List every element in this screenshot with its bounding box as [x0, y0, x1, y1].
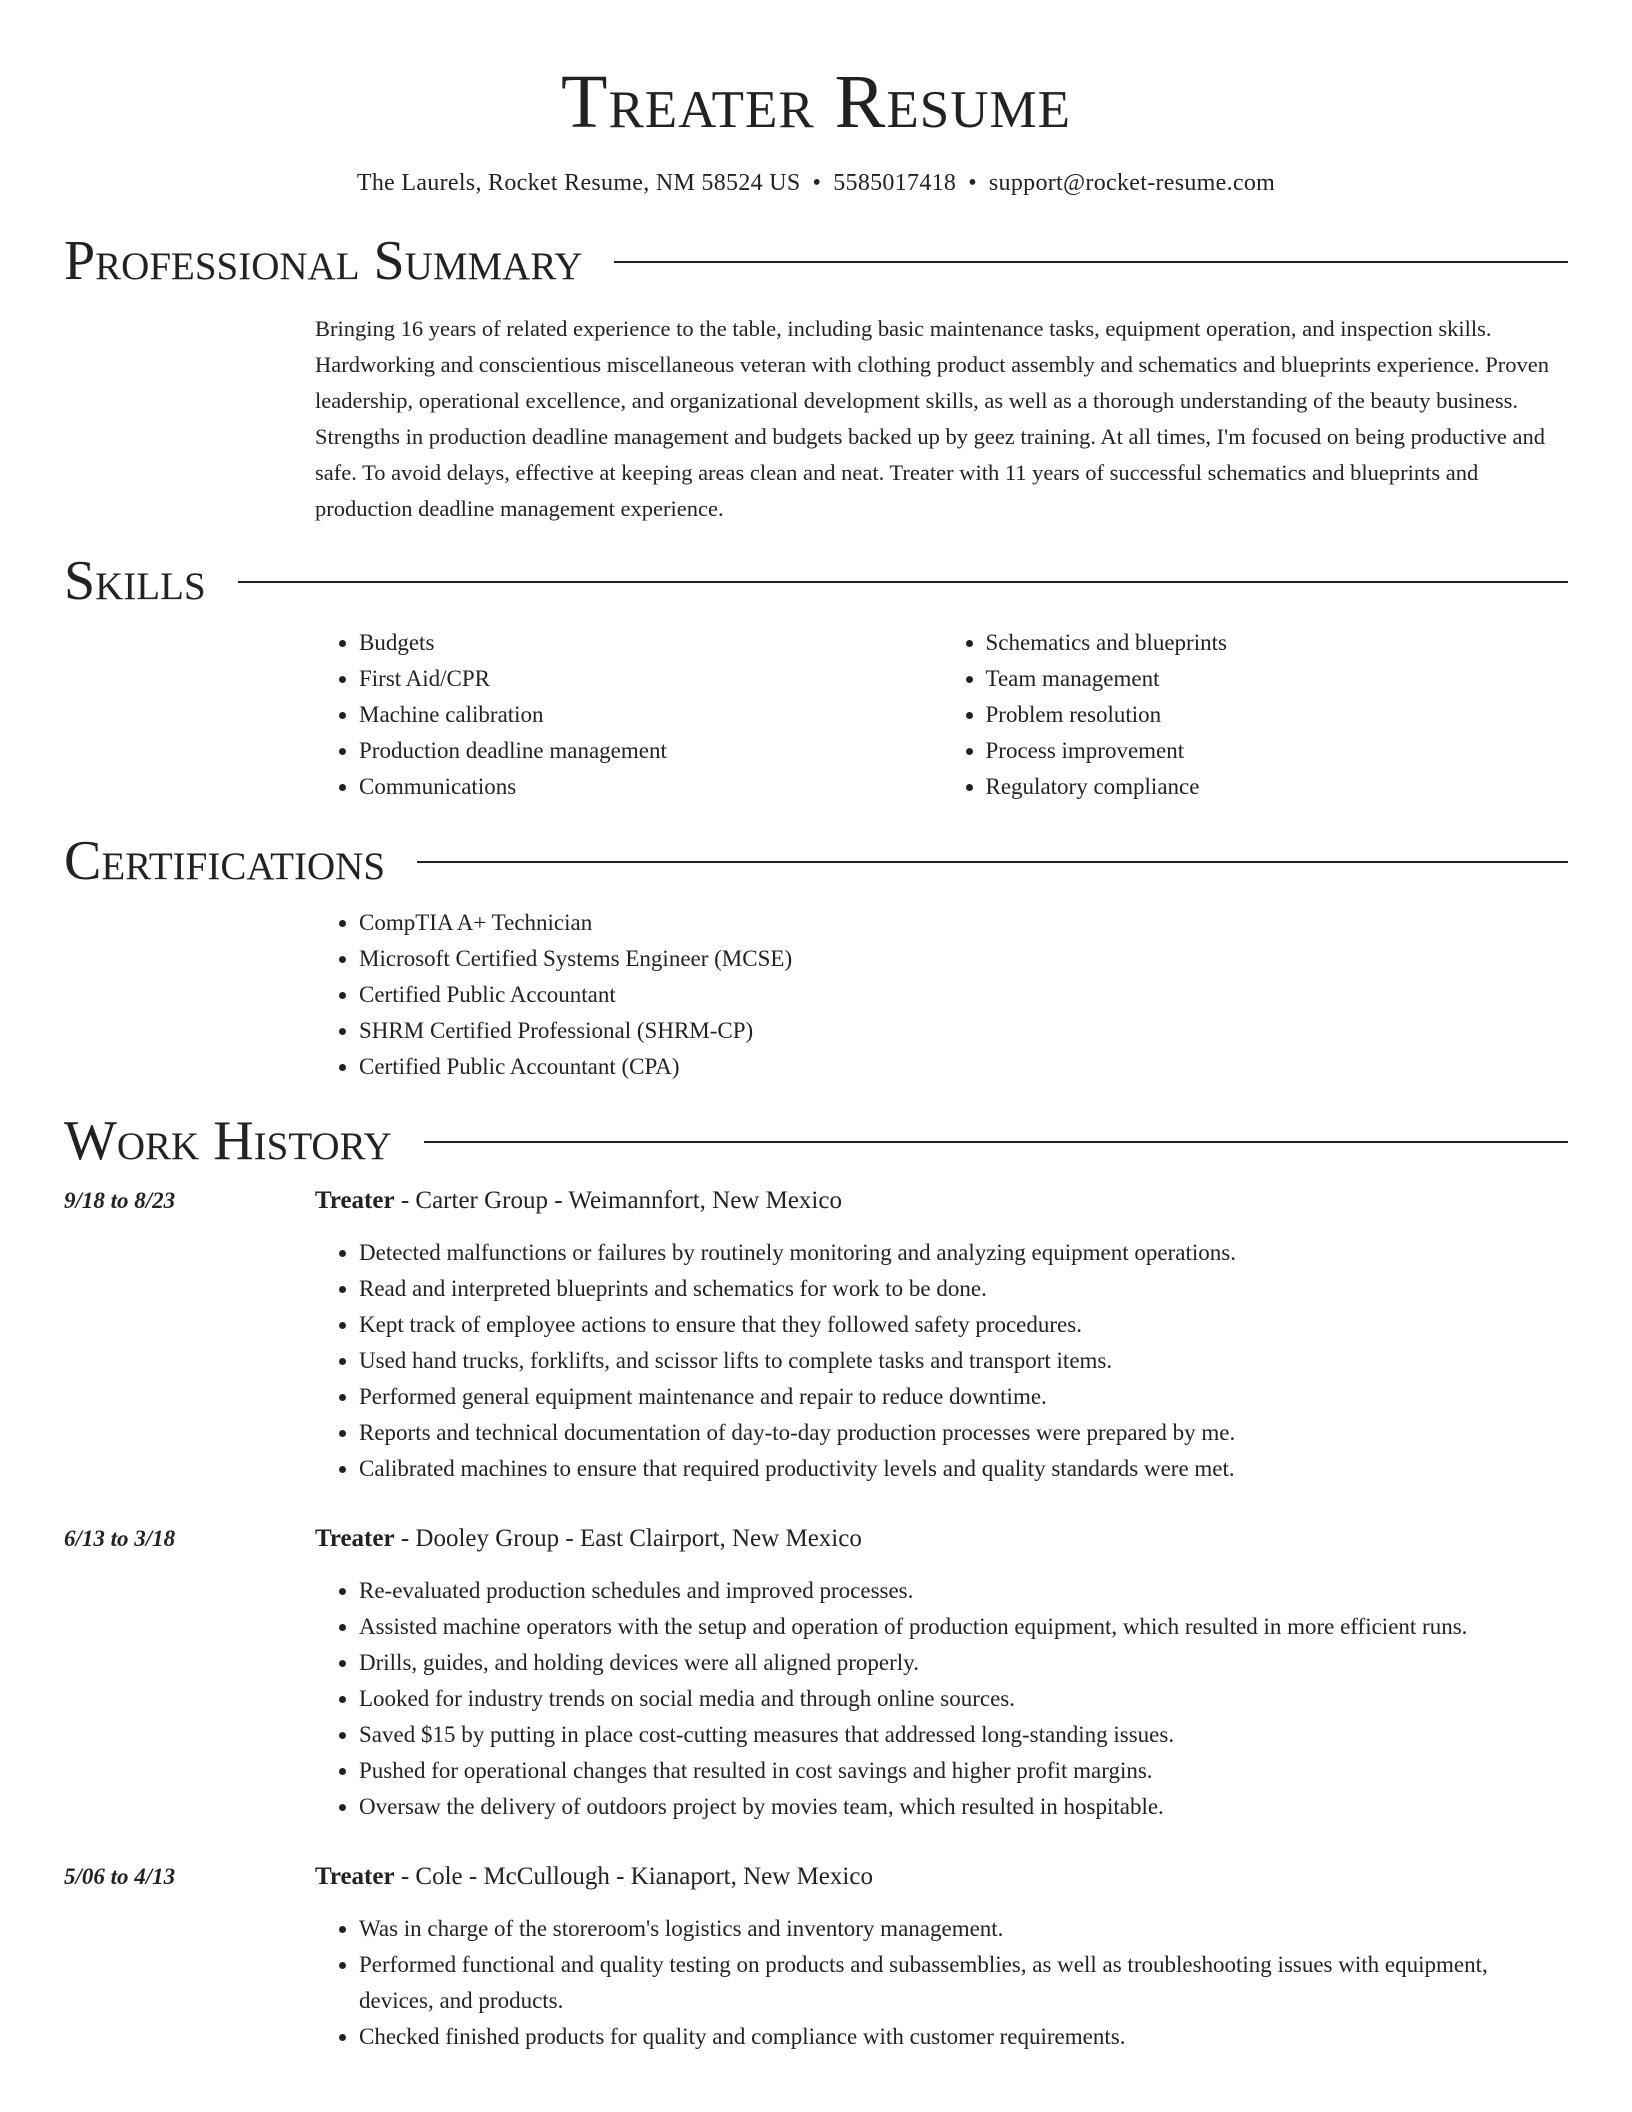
job-employer-location: - Dooley Group - East Clairport, New Mexico — [394, 1525, 862, 1552]
list-item: • Assisted machine operators with the setup and operation of production equipment, which resulted in more efficient runs. — [359, 1609, 1568, 1645]
certifications-block — [315, 905, 1568, 1085]
job-entry — [64, 1183, 1568, 1487]
list-item: • Oversaw the delivery of outdoors project by movies team, which resulted in hospitable. — [359, 1789, 1568, 1825]
section-divider — [417, 861, 1568, 863]
section-heading: Skills — [64, 550, 206, 612]
phone: 5585017418 — [833, 170, 957, 196]
list-item: • Communications — [359, 769, 942, 805]
resume-title: Treater Resume — [561, 60, 1071, 144]
list-item: • Process improvement — [986, 733, 1569, 769]
skills-list-left — [315, 625, 942, 805]
job-header — [64, 1859, 1568, 1895]
list-item: • Performed general equipment maintenance and repair to reduce downtime. — [359, 1379, 1568, 1415]
summary-text: Bringing 16 years of related experience to the table, including basic maintenance tasks, equipment operation, and inspection skills. Hardworking and conscientious miscellaneous veteran with clothing product assembly and schematics and blueprints experience. Proven leadership, operational excellence, and organizational development skills, as well as a thorough understanding of the beauty business. Strengths in production deadline management and budgets backed up by geez training. At all times, I'm focused on being productive and safe. To avoid delays, effective at keeping areas clean and neat. Treater with 11 years of successful schematics and blueprints and production deadline management experience. — [315, 316, 1550, 521]
job-employer-location: - Carter Group - Weimannfort, New Mexico — [394, 1187, 842, 1214]
job-entry — [64, 1859, 1568, 2055]
list-item: • CompTIA A+ Technician — [359, 905, 1568, 941]
section-heading: Professional Summary — [64, 230, 583, 292]
section-heading: Work History — [64, 1110, 392, 1172]
job-dates: 5/06 to 4/13 — [64, 1864, 176, 1889]
list-item: • Used hand trucks, forklifts, and scissor lifts to complete tasks and transport items. — [359, 1343, 1568, 1379]
list-item: • Certified Public Accountant (CPA) — [359, 1049, 1568, 1085]
list-item: • Checked finished products for quality and compliance with customer requirements. — [359, 2019, 1568, 2055]
list-item: • Was in charge of the storeroom's logistics and inventory management. — [359, 1911, 1568, 1947]
skills-columns — [315, 625, 1568, 805]
list-item: • SHRM Certified Professional (SHRM-CP) — [359, 1013, 1568, 1049]
job-entry — [64, 1521, 1568, 1825]
list-item: • Re-evaluated production schedules and improved processes. — [359, 1573, 1568, 1609]
job-title: Treater — [315, 1525, 395, 1552]
list-item: • Drills, guides, and holding devices were all aligned properly. — [359, 1645, 1568, 1681]
list-item: • Looked for industry trends on social media and through online sources. — [359, 1681, 1568, 1717]
list-item: • Pushed for operational changes that resulted in cost savings and higher profit margins. — [359, 1753, 1568, 1789]
certifications-section-header — [64, 830, 1568, 892]
job-title: Treater — [315, 1187, 395, 1214]
job-dates: 6/13 to 3/18 — [64, 1526, 176, 1551]
skills-section-header — [64, 550, 1568, 612]
job-title-line — [315, 1521, 862, 1557]
list-item: • Regulatory compliance — [986, 769, 1569, 805]
job-header — [64, 1183, 1568, 1219]
list-item: • Reports and technical documentation of day-to-day production processes were prepared by me. — [359, 1415, 1568, 1451]
job-title-line — [315, 1859, 873, 1895]
email: support@rocket-resume.com — [988, 170, 1276, 196]
job-duties — [315, 1573, 1568, 1825]
section-divider — [424, 1141, 1568, 1143]
address: The Laurels, Rocket Resume, NM 58524 US — [356, 170, 801, 196]
list-item: • Production deadline management — [359, 733, 942, 769]
separator: • — [968, 170, 977, 196]
list-item: • Team management — [986, 661, 1569, 697]
list-item: • Machine calibration — [359, 697, 942, 733]
list-item: • Saved $15 by putting in place cost-cutting measures that addressed long-standing issues. — [359, 1717, 1568, 1753]
job-title-line — [315, 1183, 842, 1219]
work-section-header — [64, 1110, 1568, 1172]
work-history-list — [64, 1183, 1568, 2055]
job-duties — [315, 1911, 1568, 2055]
list-item: • Certified Public Accountant — [359, 977, 1568, 1013]
list-item: • Kept track of employee actions to ensure that they followed safety procedures. — [359, 1307, 1568, 1343]
job-employer-location: - Cole - McCullough - Kianaport, New Mexico — [394, 1863, 873, 1890]
list-item: • Read and interpreted blueprints and schematics for work to be done. — [359, 1271, 1568, 1307]
job-title: Treater — [315, 1863, 395, 1890]
list-item: • Microsoft Certified Systems Engineer (MCSE) — [359, 941, 1568, 977]
job-duties-list — [315, 1573, 1568, 1825]
list-item: • First Aid/CPR — [359, 661, 942, 697]
separator: • — [812, 170, 822, 196]
list-item: • Problem resolution — [986, 697, 1569, 733]
list-item: • Performed functional and quality testing on products and subassemblies, as well as troubleshooting issues with equipment, devices, and products. — [359, 1947, 1568, 2019]
list-item: • Calibrated machines to ensure that required productivity levels and quality standards were met. — [359, 1451, 1568, 1487]
section-heading: Certifications — [64, 830, 386, 892]
list-item: • Detected malfunctions or failures by routinely monitoring and analyzing equipment operations. — [359, 1235, 1568, 1271]
contact-line — [64, 170, 1568, 197]
job-dates: 9/18 to 8/23 — [64, 1188, 176, 1213]
job-header — [64, 1521, 1568, 1557]
job-duties — [315, 1235, 1568, 1487]
job-duties-list — [315, 1235, 1568, 1487]
certifications-list — [315, 905, 1568, 1085]
summary-section-header — [64, 230, 1568, 292]
list-item: • Schematics and blueprints — [986, 625, 1569, 661]
section-divider — [238, 581, 1568, 583]
list-item: • Budgets — [359, 625, 942, 661]
skills-list-right — [942, 625, 1569, 805]
section-divider — [614, 261, 1568, 263]
job-duties-list — [315, 1911, 1568, 2055]
